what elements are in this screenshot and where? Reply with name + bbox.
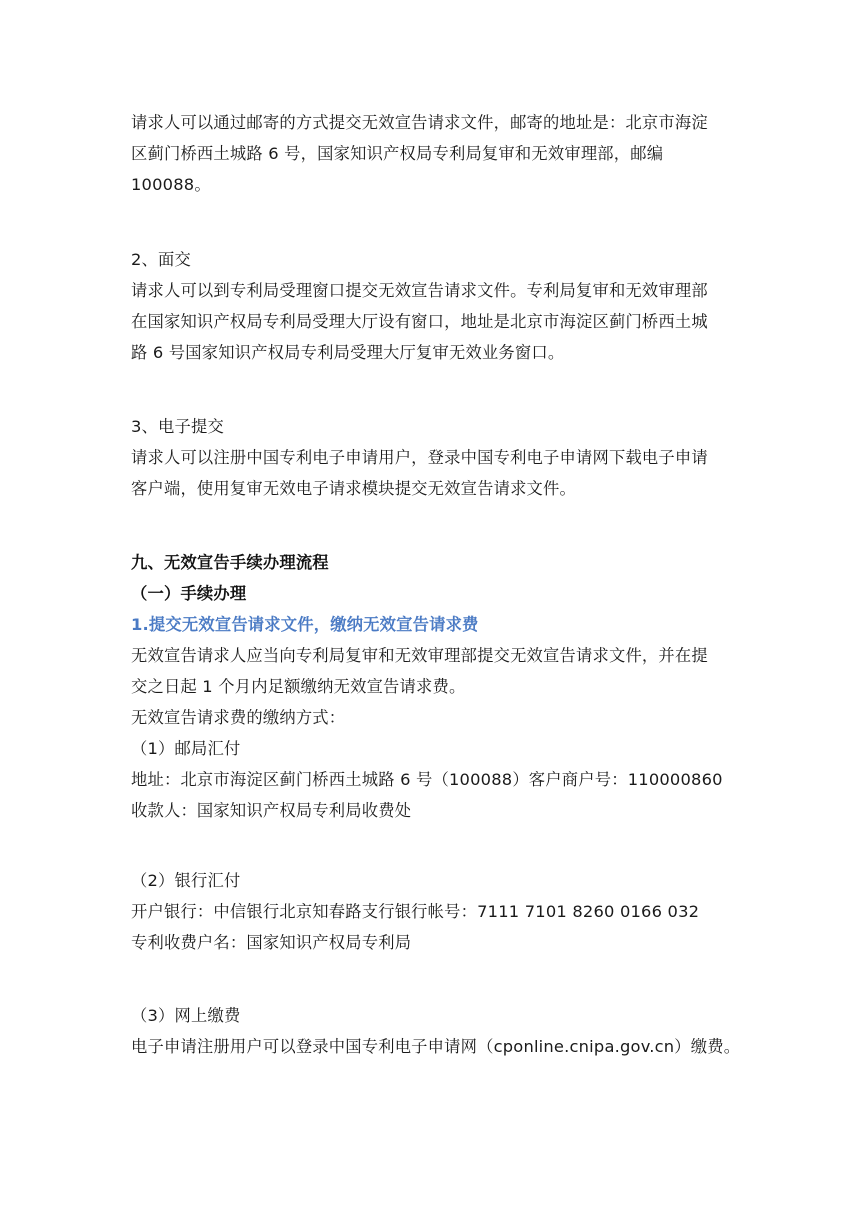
bank-line-2: 专利收费户名：国家知识产权局专利局: [131, 933, 412, 952]
postal-line-1: 地址：北京市海淀区蓟门桥西土城路 6 号（100088）客户商户号：110000860: [131, 770, 723, 789]
mail-line-1: 请求人可以通过邮寄的方式提交无效宣告请求文件，邮寄的地址是：北京市海淀: [131, 113, 708, 132]
postal-title: （1）邮局汇付: [131, 739, 241, 758]
step1-line-1: 无效宣告请求人应当向专利局复审和无效审理部提交无效宣告请求文件，并在提: [131, 646, 708, 665]
electronic-title: 3、电子提交: [131, 417, 224, 436]
mail-paragraph: [131, 107, 731, 200]
step1-line-2: 交之日起 1 个月内足额缴纳无效宣告请求费。: [131, 677, 466, 696]
online-title: （3）网上缴费: [131, 1006, 241, 1025]
bank-line-1: 开户银行：中信银行北京知春路支行银行帐号：7111 7101 8260 0166 032: [131, 902, 700, 921]
online-line-1: 电子申请注册用户可以登录中国专利电子申请网（cponline.cnipa.gov.cn）缴费。: [131, 1037, 741, 1056]
electronic-line-1: 请求人可以注册中国专利电子申请用户，登录中国专利电子申请网下载电子申请: [131, 448, 708, 467]
step1-title: 1.提交无效宣告请求文件，缴纳无效宣告请求费: [131, 615, 479, 634]
section-nine: [131, 547, 731, 826]
section-nine-title: 九、无效宣告手续办理流程: [131, 553, 329, 572]
in-person-line-1: 请求人可以到专利局受理窗口提交无效宣告请求文件。专利局复审和无效审理部: [131, 281, 708, 300]
in-person-line-3: 路 6 号国家知识产权局专利局受理大厅复审无效业务窗口。: [131, 343, 565, 362]
in-person-section: [131, 244, 731, 368]
in-person-line-2: 在国家知识产权局专利局受理大厅设有窗口，地址是北京市海淀区蓟门桥西土城: [131, 312, 708, 331]
mail-line-3: 100088。: [131, 175, 211, 194]
postal-line-2: 收款人：国家知识产权局专利局收费处: [131, 801, 412, 820]
bank-title: （2）银行汇付: [131, 871, 241, 890]
online-section: [131, 1000, 741, 1062]
in-person-title: 2、面交: [131, 250, 192, 269]
mail-line-2: 区蓟门桥西土城路 6 号，国家知识产权局专利局复审和无效审理部，邮编: [131, 144, 664, 163]
electronic-line-2: 客户端，使用复审无效电子请求模块提交无效宣告请求文件。: [131, 479, 576, 498]
step1-line-3: 无效宣告请求费的缴纳方式：: [131, 708, 346, 727]
bank-section: [131, 865, 731, 958]
electronic-section: [131, 411, 731, 504]
section-nine-subtitle: （一）手续办理: [131, 584, 247, 603]
